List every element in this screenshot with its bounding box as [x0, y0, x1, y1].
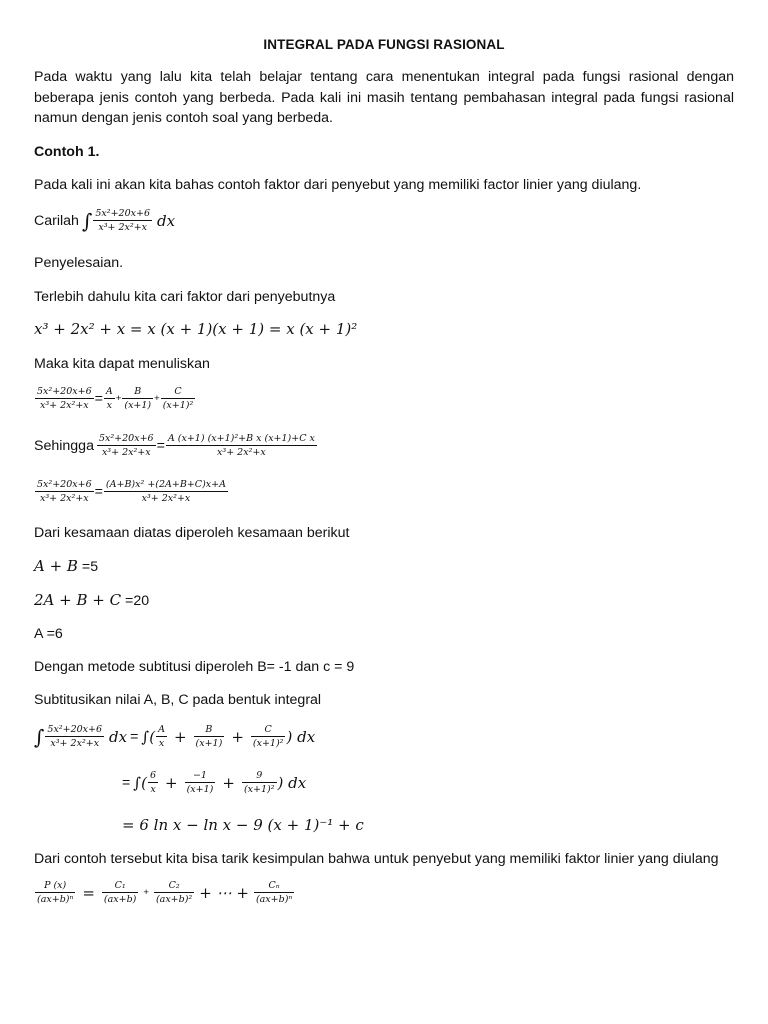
general-term-n [254, 880, 294, 905]
equals-sign: = [122, 774, 131, 791]
lhs-numerator: 5x²+20x+6 [37, 386, 92, 397]
general-dn: (ax+b)ⁿ [255, 894, 293, 905]
lhs-denominator: x³+ 2x²+x [39, 400, 89, 411]
carilah-label: Carilah [34, 212, 79, 229]
final-result: = 6 ln x − ln x − 9 (x + 1)⁻¹ + c [122, 816, 364, 834]
general-denominator: (ax+b)ⁿ [37, 894, 74, 905]
denominator-x: x [150, 784, 156, 795]
integral-close: ) dx [277, 773, 307, 792]
general-formula [34, 880, 295, 905]
equation-2 [34, 591, 149, 610]
numerator-neg1: −1 [185, 770, 216, 783]
general-numerator: P (x) [35, 880, 75, 893]
equation-2-rhs: =20 [125, 593, 150, 609]
example-description: Pada kali ini akan kita bahas contoh faktor dari penyebut yang memiliki factor linier yang diulang. [34, 177, 642, 193]
denominator-x1: (x+1) [195, 738, 223, 749]
plus-sign: + [143, 887, 149, 898]
plus-sign: + [154, 393, 160, 404]
sehingga-lhs-numerator: 5x²+20x+6 [98, 433, 154, 444]
equation-1 [34, 557, 98, 576]
equals-sign: = [82, 883, 95, 902]
differential: dx [157, 211, 176, 230]
general-d1: (ax+b) [103, 894, 137, 905]
sehingga-equation [34, 433, 318, 458]
partial-fraction-setup [34, 386, 196, 411]
document-title: INTEGRAL PADA FUNGSI RASIONAL [263, 37, 505, 52]
plus-sign: + [165, 773, 178, 792]
factor-intro: Terlebih dahulu kita cari faktor dari penyebutnya [34, 289, 336, 305]
denominator-x1-squared: (x+1)² [162, 400, 194, 411]
subst-fraction-B [185, 770, 216, 795]
lhs-fraction [35, 386, 94, 411]
general-term-1 [102, 880, 138, 905]
denominator-x: x [106, 400, 113, 411]
denominator-x1: (x+1) [186, 784, 214, 795]
integral-close: ) dx [286, 727, 316, 746]
equation-1-rhs: =5 [81, 559, 99, 575]
fraction-B [122, 386, 153, 411]
fraction-C [161, 386, 196, 411]
sehingga-rhs-numerator: A (x+1) (x+1)²+B x (x+1)+C x [167, 433, 315, 444]
combined-equation [34, 479, 229, 504]
problem-statement [34, 208, 175, 233]
decomp-fraction-B [194, 724, 225, 749]
general-c2: C₂ [154, 880, 194, 893]
plus-sign: + [173, 727, 187, 746]
sehingga-rhs-fraction [166, 433, 317, 458]
combined-rhs-fraction [104, 479, 228, 504]
denominator-x1: (x+1) [124, 400, 152, 411]
integrand-denominator: x³+ 2x²+x [98, 222, 148, 233]
combined-rhs-denominator: x³+ 2x²+x [141, 493, 191, 504]
combined-lhs-numerator: 5x²+20x+6 [37, 479, 92, 490]
integral-decomposition [34, 724, 315, 749]
factor-equation: x³ + 2x² + x = x (x + 1)(x + 1) = x (x + 1)² [34, 320, 358, 338]
general-term-2 [154, 880, 194, 905]
integrand-numerator: 5x²+20x+6 [95, 208, 150, 219]
integral-lhs-numerator: 5x²+20x+6 [47, 724, 103, 735]
numerator-B: B [122, 386, 153, 399]
ellipsis-sum: + ⋯ + [199, 883, 249, 902]
general-lhs-fraction [35, 880, 75, 905]
differential: dx [109, 727, 128, 746]
sehingga-label: Sehingga [34, 437, 94, 454]
subst-fraction-C [242, 770, 277, 795]
equals-sign: = [130, 728, 139, 745]
subst-fraction-A [148, 770, 158, 795]
numerator-6: 6 [149, 770, 157, 781]
substitution-intro: Subtitusikan nilai A, B, C pada bentuk integral [34, 692, 322, 708]
combined-rhs-numerator: (A+B)x² +(2A+B+C)x+A [105, 479, 226, 490]
equalities-intro: Dari kesamaan diatas diperoleh kesamaan berikut [34, 525, 350, 541]
general-cn: Cₙ [254, 880, 294, 893]
combined-lhs-denominator: x³+ 2x²+x [39, 493, 89, 504]
numerator-B: B [194, 724, 225, 737]
solution-label: Penyelesaian. [34, 255, 124, 271]
equation-3: A =6 [34, 626, 63, 642]
conclusion-text: Dari contoh tersebut kita bisa tarik kesimpulan bahwa untuk penyebut yang memiliki faktor linier yang diulang [34, 851, 719, 867]
plus-sign: + [115, 393, 122, 404]
sehingga-rhs-denominator: x³+ 2x²+x [217, 447, 266, 458]
denominator-x1-squared: (x+1)² [252, 738, 284, 749]
integral-lhs-denominator: x³+ 2x²+x [50, 738, 100, 749]
integral-substituted [122, 770, 306, 795]
plus-sign: + [222, 773, 235, 792]
decomp-fraction-A [156, 724, 167, 749]
decomp-fraction-C [251, 724, 286, 749]
integral-sign: ∫ [81, 208, 93, 233]
integral-open: ∫( [141, 727, 156, 746]
integrand-fraction [93, 208, 152, 233]
example-heading: Contoh 1. [34, 144, 100, 160]
sehingga-lhs-denominator: x³+ 2x²+x [101, 447, 151, 458]
numerator-C: C [251, 724, 286, 737]
integral-sign: ∫ [34, 724, 45, 749]
numerator-A: A [105, 386, 113, 397]
plus-sign: + [231, 727, 244, 746]
fraction-A [104, 386, 115, 411]
substitution-result: Dengan metode subtitusi diperoleh B= -1 dan c = 9 [34, 659, 355, 675]
integral-lhs-fraction [45, 724, 104, 749]
intro-paragraph: Pada waktu yang lalu kita telah belajar tentang cara menentukan integral pada fungsi rasional dengan beberapa jenis contoh yang berbeda. Pada kali ini masih tentang pembahasan integral pada fungsi rasional namun dengan jenis contoh soal yang berbeda. [34, 69, 734, 126]
combined-lhs-fraction [35, 479, 94, 504]
numerator-A: A [158, 724, 165, 735]
integral-open: ∫( [133, 773, 147, 792]
equation-2-lhs: 2A + B + C [34, 591, 122, 609]
equals-sign: = [156, 437, 165, 454]
general-d2: (ax+b)² [155, 894, 193, 905]
denominator-x: x [158, 738, 165, 749]
numerator-C: C [161, 386, 196, 399]
denominator-x1-squared: (x+1)² [243, 784, 275, 795]
sehingga-lhs-fraction [97, 433, 156, 458]
equals-sign: = [94, 390, 103, 407]
equation-1-lhs: A + B [34, 557, 78, 575]
numerator-9: 9 [242, 770, 277, 783]
equals-sign: = [94, 483, 103, 500]
write-intro: Maka kita dapat menuliskan [34, 356, 210, 372]
general-c1: C₁ [102, 880, 138, 893]
